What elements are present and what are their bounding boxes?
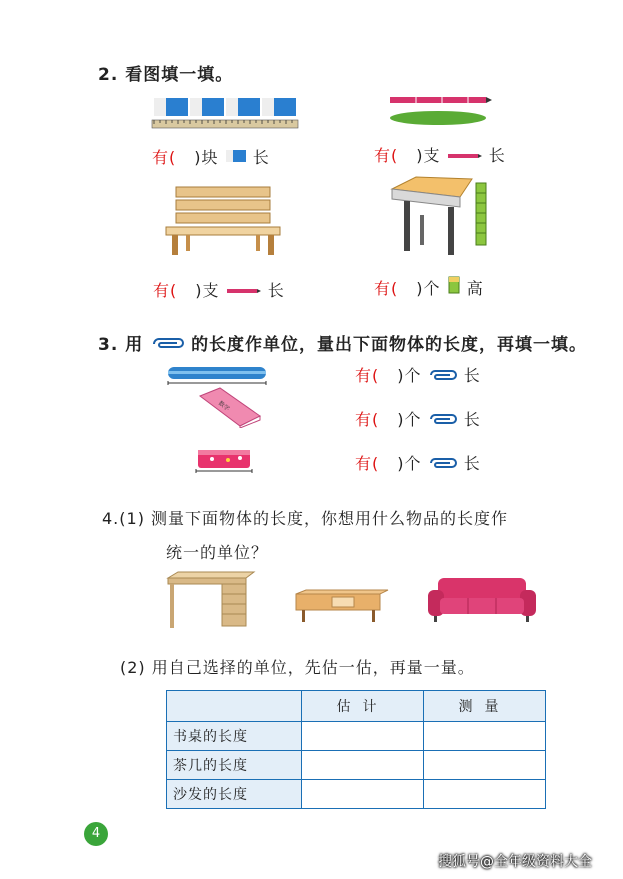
measure-cell[interactable]	[424, 780, 546, 809]
row-label-sofa: 沙发的长度	[167, 780, 302, 809]
answer-paren-open: 有(	[355, 454, 380, 473]
eraser-block	[154, 98, 188, 116]
q3-item3	[355, 451, 481, 474]
estimate-cell[interactable]	[302, 780, 424, 809]
eraser-icon	[225, 149, 247, 163]
q3-item1-tail: 长	[463, 366, 481, 385]
table-header-blank	[167, 691, 302, 722]
answer-paren-open: 有(	[153, 281, 178, 300]
cucumber	[390, 111, 486, 125]
table-row	[167, 751, 546, 780]
q3-title	[98, 330, 587, 355]
q3-item1-unit: )个	[397, 366, 422, 385]
estimate-cell[interactable]	[302, 722, 424, 751]
eraser-blocks-image	[150, 96, 300, 132]
q3-title-post: 的长度作单位，量出下面物体的长度，再填一填。	[191, 335, 588, 355]
writing-desk-image	[166, 570, 256, 630]
table-header-row	[167, 691, 546, 722]
book-title-text: 数学	[216, 399, 231, 413]
paperclip-icon	[428, 457, 458, 469]
pencil-icon	[447, 151, 483, 161]
table-row	[167, 780, 546, 809]
q2-item4-tail: 高	[466, 279, 484, 298]
book-image	[196, 386, 266, 428]
q2-item2-tail: 长	[488, 146, 506, 165]
answer-paren-open: 有(	[355, 410, 380, 429]
pencils-row	[390, 97, 492, 103]
q2-item1-unit: )块	[194, 148, 219, 167]
q2-item1	[152, 145, 270, 168]
answer-paren-open: 有(	[152, 148, 177, 167]
q3-item2-unit: )个	[397, 410, 422, 429]
watermark: 搜狐号@全年级资料大全	[438, 854, 592, 870]
q2-item3-unit: )支	[195, 281, 220, 300]
q3-title-pre: 3. 用	[98, 335, 144, 355]
sofa-image	[426, 574, 538, 624]
row-label-coffee-table: 茶几的长度	[167, 751, 302, 780]
eraser-block	[190, 98, 224, 116]
eraser-stack	[476, 183, 486, 245]
eraser-block	[262, 98, 296, 116]
q2-item1-tail: 长	[252, 148, 270, 167]
eraser-icon	[447, 276, 461, 294]
q2-item3-tail: 长	[267, 281, 285, 300]
q2-title: 2. 看图填一填。	[98, 65, 234, 85]
q3-item3-unit: )个	[397, 454, 422, 473]
q4-part1-line2: 统一的单位？	[166, 543, 269, 562]
pencil-case-image	[164, 364, 270, 386]
measure-cell[interactable]	[424, 722, 546, 751]
pink-box-image	[194, 444, 254, 474]
ruler	[152, 120, 298, 128]
answer-paren-open: 有(	[374, 146, 399, 165]
q2-item2	[374, 143, 506, 166]
desk-image	[390, 175, 490, 259]
q2-item3	[153, 278, 285, 301]
row-label-desk: 书桌的长度	[167, 722, 302, 751]
bench-image	[164, 185, 282, 257]
q2-item4	[374, 276, 484, 299]
answer-paren-open: 有(	[355, 366, 380, 385]
answer-paren-open: 有(	[374, 279, 399, 298]
measure-cell[interactable]	[424, 751, 546, 780]
coffee-table-image	[292, 588, 392, 624]
estimate-cell[interactable]	[302, 751, 424, 780]
estimate-measure-table	[166, 690, 546, 809]
pencils-cucumber-image	[386, 94, 492, 130]
table-header-measure: 测量	[424, 691, 546, 722]
paperclip-icon	[428, 413, 458, 425]
q3-item3-tail: 长	[463, 454, 481, 473]
page-number: 4	[84, 822, 108, 846]
q3-item1	[355, 363, 481, 386]
paperclip-icon	[428, 369, 458, 381]
q3-item2-tail: 长	[463, 410, 481, 429]
paperclip-icon	[150, 337, 184, 351]
table-header-estimate: 估计	[302, 691, 424, 722]
eraser-block	[226, 98, 260, 116]
q3-item2	[355, 407, 481, 430]
table-row	[167, 722, 546, 751]
q4-part2: (2) 用自己选择的单位，先估一估，再量一量。	[120, 658, 475, 677]
q2-item4-unit: )个	[416, 279, 441, 298]
pencil-icon	[226, 286, 262, 296]
q4-part1-line1: 4.(1) 测量下面物体的长度，你想用什么物品的长度作	[102, 509, 509, 528]
q2-item2-unit: )支	[416, 146, 441, 165]
